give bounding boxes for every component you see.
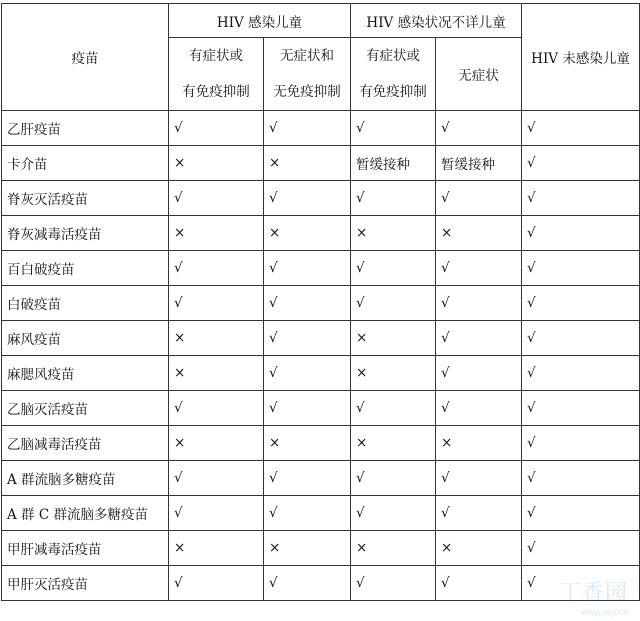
recommendation-cell: √ [522, 356, 640, 391]
recommendation-cell: √ [351, 111, 436, 146]
recommendation-cell: × [169, 216, 264, 251]
recommendation-cell: √ [264, 111, 351, 146]
vaccine-name: 乙脑减毒活疫苗 [2, 426, 169, 461]
table-row [2, 321, 640, 356]
recommendation-cell: √ [169, 251, 264, 286]
recommendation-cell: √ [436, 461, 522, 496]
vaccine-name: A 群流脑多糖疫苗 [2, 461, 169, 496]
recommendation-cell: √ [436, 566, 522, 601]
recommendation-cell: √ [436, 111, 522, 146]
recommendation-cell: √ [169, 461, 264, 496]
table-row [2, 391, 640, 426]
recommendation-cell: × [169, 146, 264, 181]
table-row [2, 216, 640, 251]
table-row [2, 181, 640, 216]
vaccine-name: 百白破疫苗 [2, 251, 169, 286]
recommendation-cell: √ [436, 251, 522, 286]
recommendation-cell: √ [351, 461, 436, 496]
table-row [2, 356, 640, 391]
recommendation-cell: √ [522, 321, 640, 356]
recommendation-cell: × [169, 531, 264, 566]
vaccine-name: 白破疫苗 [2, 286, 169, 321]
recommendation-cell: √ [264, 496, 351, 531]
recommendation-cell: √ [522, 251, 640, 286]
recommendation-cell: √ [169, 566, 264, 601]
header-hiv-unknown: HIV 感染状况不详儿童 [351, 4, 522, 38]
vaccine-table [1, 3, 640, 601]
header-vaccine: 疫苗 [2, 4, 169, 111]
subheader-unknown-symptomatic: 有症状或 有免疫抑制 [351, 38, 436, 111]
vaccine-name: 脊灰减毒活疫苗 [2, 216, 169, 251]
recommendation-cell: × [264, 426, 351, 461]
recommendation-cell: √ [522, 461, 640, 496]
recommendation-cell: × [264, 216, 351, 251]
recommendation-cell: √ [351, 496, 436, 531]
recommendation-cell: × [351, 531, 436, 566]
table-row [2, 461, 640, 496]
header-hiv-uninfected: HIV 未感染儿童 [522, 4, 640, 111]
recommendation-cell: √ [522, 286, 640, 321]
recommendation-cell: √ [169, 286, 264, 321]
vaccine-name: 麻腮风疫苗 [2, 356, 169, 391]
vaccine-name: 乙脑灭活疫苗 [2, 391, 169, 426]
vaccine-name: 甲肝减毒活疫苗 [2, 531, 169, 566]
subheader-infected-asymptomatic: 无症状和 无免疫抑制 [264, 38, 351, 111]
table-row [2, 426, 640, 461]
recommendation-cell: √ [522, 496, 640, 531]
recommendation-cell: √ [351, 181, 436, 216]
recommendation-cell: √ [264, 286, 351, 321]
recommendation-cell: √ [436, 496, 522, 531]
recommendation-cell: × [264, 531, 351, 566]
watermark-logo: 丁香园 www.dxy.cn [558, 580, 628, 617]
recommendation-cell: √ [169, 391, 264, 426]
table-row [2, 146, 640, 181]
recommendation-cell: √ [522, 566, 640, 601]
recommendation-cell: √ [522, 146, 640, 181]
recommendation-cell: √ [436, 356, 522, 391]
recommendation-cell: × [351, 426, 436, 461]
recommendation-cell: √ [522, 111, 640, 146]
table-row [2, 251, 640, 286]
recommendation-cell: √ [522, 391, 640, 426]
recommendation-cell: √ [351, 566, 436, 601]
recommendation-cell: × [436, 216, 522, 251]
table-row [2, 531, 640, 566]
vaccine-name: 甲肝灭活疫苗 [2, 566, 169, 601]
vaccine-rows [2, 111, 640, 601]
recommendation-cell: √ [351, 251, 436, 286]
recommendation-cell: √ [169, 496, 264, 531]
vaccine-name: 脊灰灭活疫苗 [2, 181, 169, 216]
recommendation-cell: √ [169, 111, 264, 146]
recommendation-cell: √ [169, 181, 264, 216]
recommendation-cell: 暂缓接种 [351, 146, 436, 181]
table-row [2, 566, 640, 601]
recommendation-cell: √ [436, 181, 522, 216]
recommendation-cell: × [169, 321, 264, 356]
recommendation-cell: √ [264, 356, 351, 391]
recommendation-cell: × [436, 426, 522, 461]
subheader-infected-symptomatic: 有症状或 有免疫抑制 [169, 38, 264, 111]
recommendation-cell: × [351, 321, 436, 356]
vaccine-name: 卡介苗 [2, 146, 169, 181]
recommendation-cell: √ [351, 286, 436, 321]
recommendation-cell: √ [264, 181, 351, 216]
recommendation-cell: √ [436, 286, 522, 321]
recommendation-cell: × [169, 426, 264, 461]
vaccine-name: 麻风疫苗 [2, 321, 169, 356]
recommendation-cell: 暂缓接种 [436, 146, 522, 181]
recommendation-cell: × [351, 216, 436, 251]
recommendation-cell: √ [522, 181, 640, 216]
recommendation-cell: × [351, 356, 436, 391]
recommendation-cell: √ [264, 251, 351, 286]
table-row [2, 111, 640, 146]
vaccine-name: 乙肝疫苗 [2, 111, 169, 146]
vaccine-name: A 群 C 群流脑多糖疫苗 [2, 496, 169, 531]
recommendation-cell: √ [264, 321, 351, 356]
recommendation-cell: √ [436, 321, 522, 356]
recommendation-cell: × [436, 531, 522, 566]
table-row [2, 496, 640, 531]
recommendation-cell: √ [264, 461, 351, 496]
header-hiv-infected: HIV 感染儿童 [169, 4, 351, 38]
recommendation-cell: √ [522, 426, 640, 461]
recommendation-cell: √ [522, 531, 640, 566]
recommendation-cell: √ [351, 391, 436, 426]
table-row [2, 286, 640, 321]
recommendation-cell: × [264, 146, 351, 181]
recommendation-cell: √ [522, 216, 640, 251]
recommendation-cell: √ [436, 391, 522, 426]
recommendation-cell: × [169, 356, 264, 391]
subheader-unknown-asymptomatic: 无症状 [436, 38, 522, 111]
recommendation-cell: √ [264, 566, 351, 601]
recommendation-cell: √ [264, 391, 351, 426]
